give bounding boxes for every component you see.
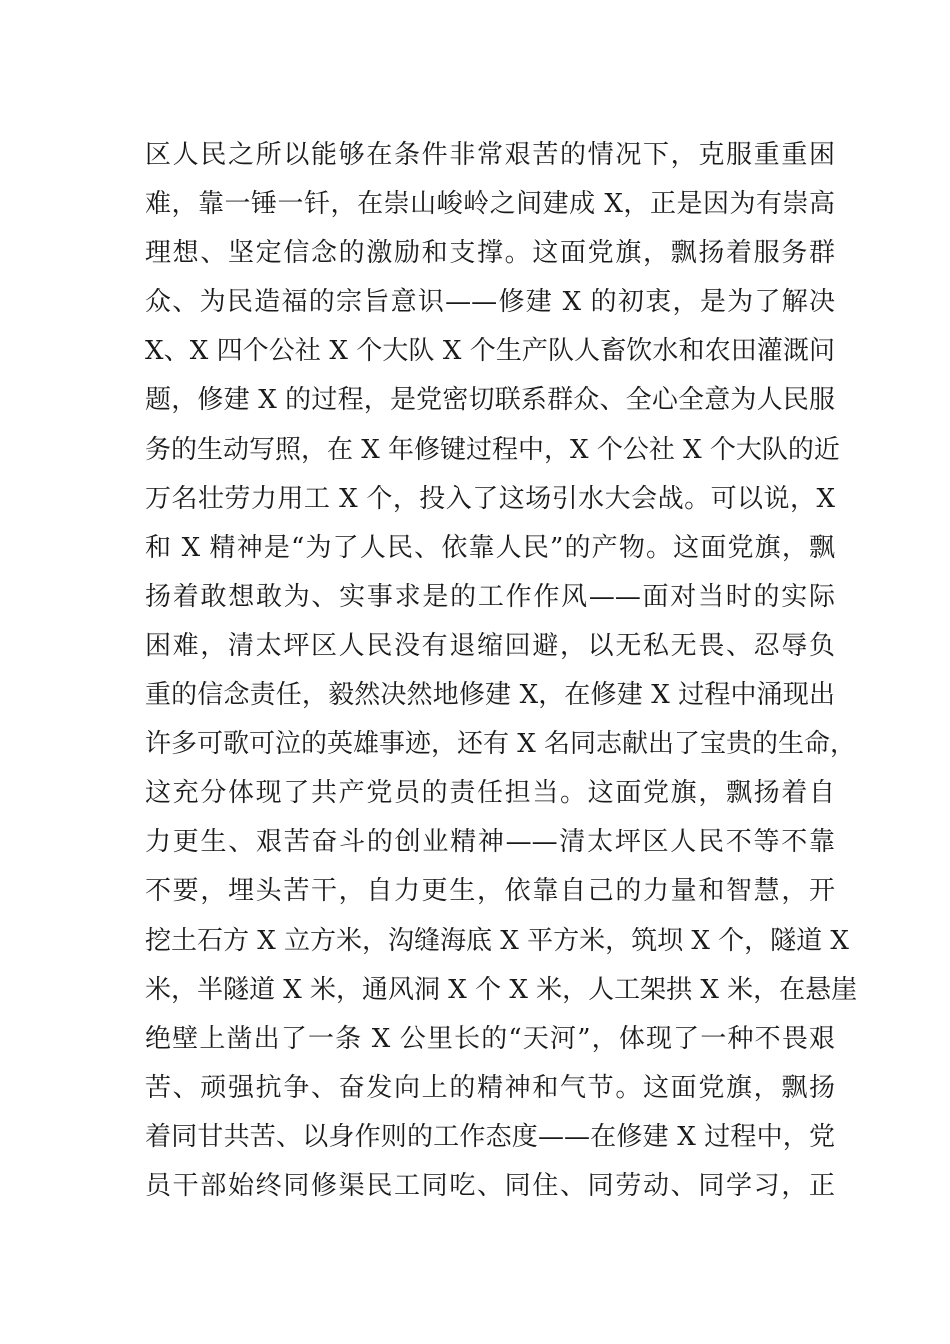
text-line: 苦、顽强抗争、奋发向上的精神和气节。这面党旗，飘扬 bbox=[145, 1072, 835, 1103]
text-line: 扬着敢想敢为、实事求是的工作作风——面对当时的实际 bbox=[145, 581, 835, 612]
text-line: 力更生、艰苦奋斗的创业精神——清太坪区人民不等不靠 bbox=[145, 827, 835, 858]
text-line: 着同甘共苦、以身作则的工作态度——在修建 X 过程中，党 bbox=[145, 1121, 835, 1152]
text-line: 题，修建 X 的过程，是党密切联系群众、全心全意为人民服 bbox=[145, 385, 835, 416]
text-line: 难，靠一锤一钎，在崇山峻岭之间建成 X，正是因为有崇高 bbox=[145, 189, 835, 220]
text-line: 许多可歌可泣的英雄事迹，还有 X 名同志献出了宝贵的生命， bbox=[145, 729, 857, 760]
text-line: 员干部始终同修渠民工同吃、同住、同劳动、同学习，正 bbox=[145, 1170, 835, 1201]
text-line: 区人民之所以能够在条件非常艰苦的情况下，克服重重困 bbox=[145, 140, 835, 170]
text-line: 绝壁上凿出了一条 X 公里长的“天河”，体现了一种不畏艰 bbox=[145, 1023, 835, 1054]
text-line: X、X 四个公社 X 个大队 X 个生产队人畜饮水和农田灌溉问 bbox=[145, 336, 835, 367]
text-line: 困难，清太坪区人民没有退缩回避，以无私无畏、忍辱负 bbox=[145, 630, 835, 661]
text-line: 务的生动写照，在 X 年修键过程中，X 个公社 X 个大队的近 bbox=[145, 434, 840, 465]
text-line: 米，半隧道 X 米，通风洞 X 个 X 米，人工架拱 X 米，在悬崖 bbox=[145, 974, 858, 1005]
text-line: 万名壮劳力用工 X 个，投入了这场引水大会战。可以说，X bbox=[145, 483, 835, 514]
text-line: 众、为民造福的宗旨意识——修建 X 的初衷，是为了解决 bbox=[145, 287, 835, 318]
text-line: 和 X 精神是“为了人民、依靠人民”的产物。这面党旗，飘 bbox=[145, 532, 835, 563]
body-text bbox=[145, 131, 858, 1211]
text-line: 不要，埋头苦干，自力更生，依靠自己的力量和智慧，开 bbox=[145, 876, 835, 907]
text-line: 这充分体现了共产党员的责任担当。这面党旗，飘扬着自 bbox=[145, 778, 835, 809]
text-line: 挖土石方 X 立方米，沟缝海底 X 平方米，筑坝 X 个，隧道 X bbox=[145, 925, 849, 956]
text-line: 理想、坚定信念的激励和支撑。这面党旗，飘扬着服务群 bbox=[145, 238, 835, 269]
text-line: 重的信念责任，毅然决然地修建 X，在修建 X 过程中涌现出 bbox=[145, 680, 835, 711]
